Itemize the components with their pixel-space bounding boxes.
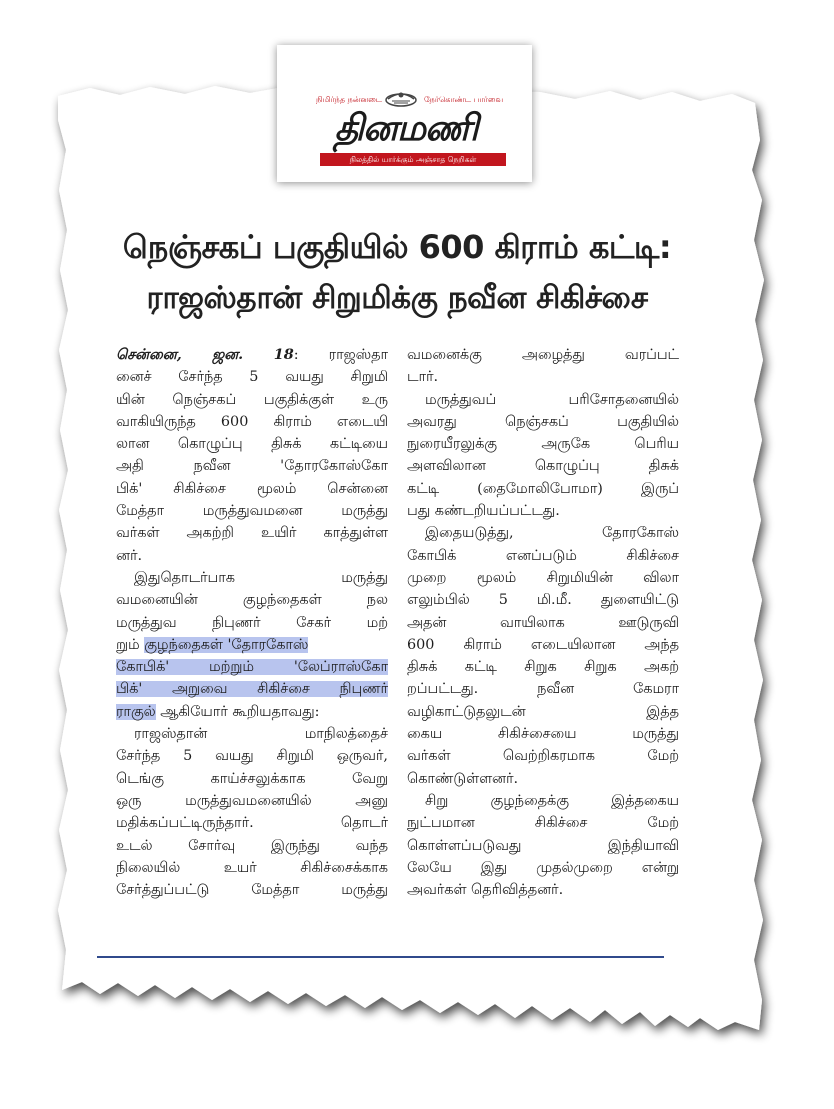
text-line: எலும்பில் 5 மி.மீ. துளையிட்டு — [407, 592, 679, 609]
text-line: பது கண்டறியப்பட்டது. — [407, 503, 560, 520]
text-line — [116, 656, 388, 678]
highlighted-text: ராகுல் — [116, 703, 156, 720]
highlighted-text: குழந்தைகள் 'தோரகோஸ் — [144, 636, 309, 653]
text-line: சென்னை, ஜன. 18: ராஜஸ்தா — [116, 346, 388, 363]
text-line: அவரது நெஞ்சகப் பகுதியில் — [407, 413, 679, 430]
masthead — [277, 45, 532, 182]
article-column-right — [407, 344, 679, 901]
text-line: சேர்ந்த 5 வயது சிறுமி ஒருவர், — [116, 748, 388, 765]
text-line: சிறு குழந்தைக்கு இத்தகைய — [425, 792, 679, 809]
text-line: வர்கள் அகற்றி உயிர் காத்துள்ள — [116, 525, 388, 542]
highlighted-text: கோபிக்' மற்றும் 'லேப்ராஸ்கோ — [116, 659, 388, 676]
emblem-icon — [383, 89, 419, 107]
text-line: இதுதொடர்பாக மருத்து — [134, 569, 388, 586]
masthead-tagline-left: நிமிர்ந்த நன்னடை — [316, 95, 383, 104]
text-line: கோபிக் எனப்படும் சிகிச்சை — [407, 547, 679, 564]
bottom-rule — [97, 956, 664, 958]
headline-line-1: நெஞ்சகப் பகுதியில் 600 கிராம் கட்டி: — [122, 228, 672, 266]
text-line: வழிகாட்டுதலுடன் இத்த — [407, 703, 679, 720]
text-line: திசுக் கட்டி சிறுக சிறுக அகற் — [407, 659, 679, 676]
text-line: வமனையின் குழந்தைகள் நல — [116, 592, 388, 609]
text-line: கொள்ளப்படுவது இந்தியாவி — [407, 837, 679, 854]
text-line: மதிக்கப்பட்டிருந்தார். தொடர் — [116, 815, 388, 832]
text-line: பிக்' சிகிச்சை மூலம் சென்னை — [116, 480, 388, 497]
text-line: றும் குழந்தைகள் 'தோரகோஸ் — [116, 636, 309, 653]
text-line: டெங்கு காய்ச்சலுக்காக வேறு — [116, 770, 388, 787]
text-line: னைச் சேர்ந்த 5 வயது சிறுமி — [116, 369, 388, 386]
text-line: அதன் வாயிலாக ஊடுருவி — [407, 614, 679, 631]
text-line: ஒரு மருத்துவமனையில் அனு — [116, 792, 388, 809]
article-column-left — [116, 344, 388, 901]
text-line: இதையடுத்து, தோரகோஸ் — [425, 525, 679, 542]
text-line: முறை மூலம் சிறுமியின் விலா — [407, 569, 679, 586]
text-line: றப்பட்டது. நவீன கேமரா — [407, 681, 679, 698]
headline-line-2: ராஜஸ்தான் சிறுமிக்கு நவீன சிகிச்சை — [146, 280, 648, 316]
text-line: மேத்தா மருத்துவமனை மருத்து — [116, 503, 388, 520]
text-line: லேயே இது முதல்முறை என்று — [407, 859, 679, 876]
text-line: வர்கள் வெற்றிகரமாக மேற் — [407, 748, 679, 765]
masthead-motto-strip: நிலத்தில் யார்க்கும் அஞ்சாத நெறிகள் — [320, 153, 506, 166]
text-line: லான கொழுப்பு திசுக் கட்டியை — [116, 436, 388, 453]
text-line: மருத்துவ நிபுணர் சேகர் மற் — [116, 614, 388, 631]
text-line: யின் நெஞ்சகப் பகுதிக்குள் உரு — [116, 391, 388, 408]
text-line: 600 கிராம் எடையிலான அந்த — [407, 636, 679, 653]
text-line: நுட்பமான சிகிச்சை மேற் — [407, 815, 679, 832]
dateline: சென்னை, ஜன. 18 — [116, 346, 294, 363]
text-line: அளவிலான கொழுப்பு திசுக் — [407, 458, 679, 475]
text-line: நுரையீரலுக்கு அருகே பெரிய — [407, 436, 679, 453]
text-line: மருத்துவப் பரிசோதனையில் — [425, 391, 679, 408]
masthead-tagline-right: நேர்கொண்ட பார்வை — [424, 95, 504, 104]
text-line: நிலையில் உயர் சிகிச்சைக்காக — [116, 859, 388, 876]
text-line: அவர்கள் தெரிவித்தனர். — [407, 882, 564, 899]
text-line: வாகியிருந்த 600 கிராம் எடையி — [116, 413, 388, 430]
text-line: ராஜஸ்தான் மாநிலத்தைச் — [134, 726, 388, 743]
newspaper-logo: தினமணி — [334, 108, 478, 149]
text-line — [116, 678, 388, 700]
text-line: கொண்டுள்ளனர். — [407, 770, 519, 787]
text-line: வமனைக்கு அழைத்து வரப்பட் — [407, 347, 679, 363]
text-line: சேர்த்துப்பட்டு மேத்தா மருத்து — [116, 882, 388, 899]
text-line: கைய சிகிச்சையை மருத்து — [407, 726, 679, 743]
highlighted-text: பிக்' அறுவை சிகிச்சை நிபுணர் — [116, 681, 388, 698]
text-line: அதி நவீன 'தோரகோஸ்கோ — [116, 458, 388, 475]
text-line: ராகுல் ஆகியோர் கூறியதாவது: — [116, 703, 320, 720]
text-line: கட்டி (தைமோலிபோமா) இருப் — [407, 480, 679, 497]
text-line: னர். — [116, 547, 143, 564]
text-line: உடல் சோர்வு இருந்து வந்த — [116, 837, 388, 854]
text-line: டார். — [407, 369, 439, 386]
